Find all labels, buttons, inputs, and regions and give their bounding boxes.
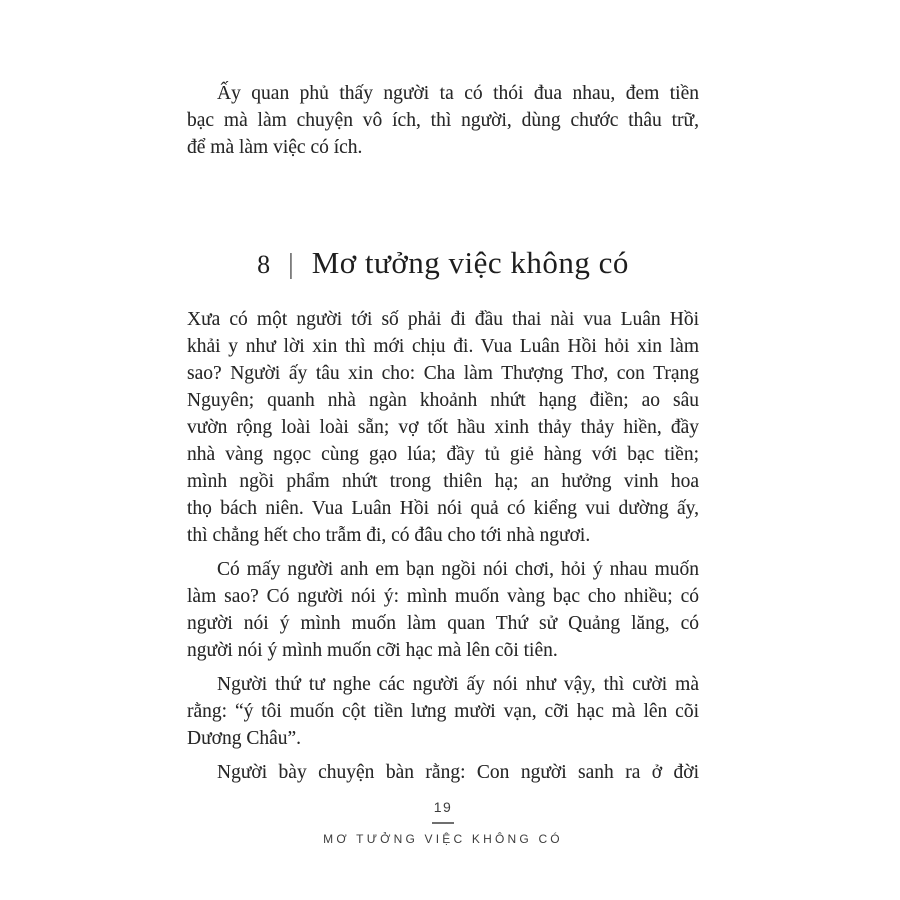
chapter-title: Mơ tưởng việc không có [311, 245, 629, 280]
chapter-number: 8 [257, 250, 271, 279]
text-line: vườn rộng loài loài sẵn; vợ tốt hầu xinh thảy thảy hiền, đầy [187, 417, 699, 438]
text-line: Ấy quan phủ thấy người ta có thói đua nhau, đem tiền [217, 83, 699, 104]
text-line: để mà làm việc có ích. [187, 137, 363, 158]
body-paragraph [187, 671, 699, 752]
text-line: thọ bách niên. Vua Luân Hồi nói quả có kiểng vui dường ấy, [187, 498, 699, 519]
intro-paragraph [187, 80, 699, 161]
page-footer [187, 799, 699, 846]
text-line: rằng: “ý tôi muốn cột tiền lưng mười vạn, cỡi hạc mà lên cõi [187, 701, 699, 722]
footer-rule [432, 822, 454, 824]
text-column [187, 80, 699, 793]
body-paragraph [187, 556, 699, 664]
running-title: MƠ TƯỞNG VIỆC KHÔNG CÓ [323, 831, 563, 846]
text-line: người nói ý mình muốn làm quan Thứ sử Quảng lăng, có [187, 613, 699, 634]
text-line: người nói ý mình muốn cỡi hạc mà lên cõi tiên. [187, 640, 558, 661]
body-paragraph [187, 306, 699, 549]
text-line: bạc mà làm chuyện vô ích, thì người, dùng chước thâu trữ, [187, 110, 699, 131]
text-line: làm sao? Có người nói ý: mình muốn vàng bạc cho nhiều; có [187, 586, 699, 607]
text-line: Nguyên; quanh nhà ngàn khoảnh nhứt hạng điền; ao sâu [187, 390, 699, 411]
chapter-separator-icon: | [288, 249, 295, 280]
text-line: nhà vàng ngọc cùng gạo lúa; đầy tủ giẻ hàng với bạc tiền; [187, 444, 699, 465]
text-line: Có mấy người anh em bạn ngồi nói chơi, hỏi ý nhau muốn [217, 559, 699, 580]
text-line: mình ngồi phẩm nhứt trong thiên hạ; an hưởng vinh hoa [187, 471, 699, 492]
text-line: khải y như lời xin thì mới chịu đi. Vua Luân Hồi hỏi xin làm [187, 336, 699, 357]
text-line: thì chẳng hết cho trẫm đi, có đâu cho tới nhà ngươi. [187, 525, 591, 546]
text-line: Dương Châu”. [187, 728, 302, 749]
body-paragraph [187, 759, 699, 786]
chapter-heading [187, 237, 699, 292]
text-line: sao? Người ấy tâu xin cho: Cha làm Thượng Thơ, con Trạng [187, 363, 699, 384]
body-paragraphs [187, 306, 699, 786]
page-number: 19 [433, 799, 453, 815]
text-line: Người bày chuyện bàn rằng: Con người sanh ra ở đời [217, 762, 699, 783]
text-line: Người thứ tư nghe các người ấy nói như vậy, thì cười mà [217, 674, 699, 695]
text-line: Xưa có một người tới số phải đi đầu thai nài vua Luân Hồi [187, 309, 699, 330]
